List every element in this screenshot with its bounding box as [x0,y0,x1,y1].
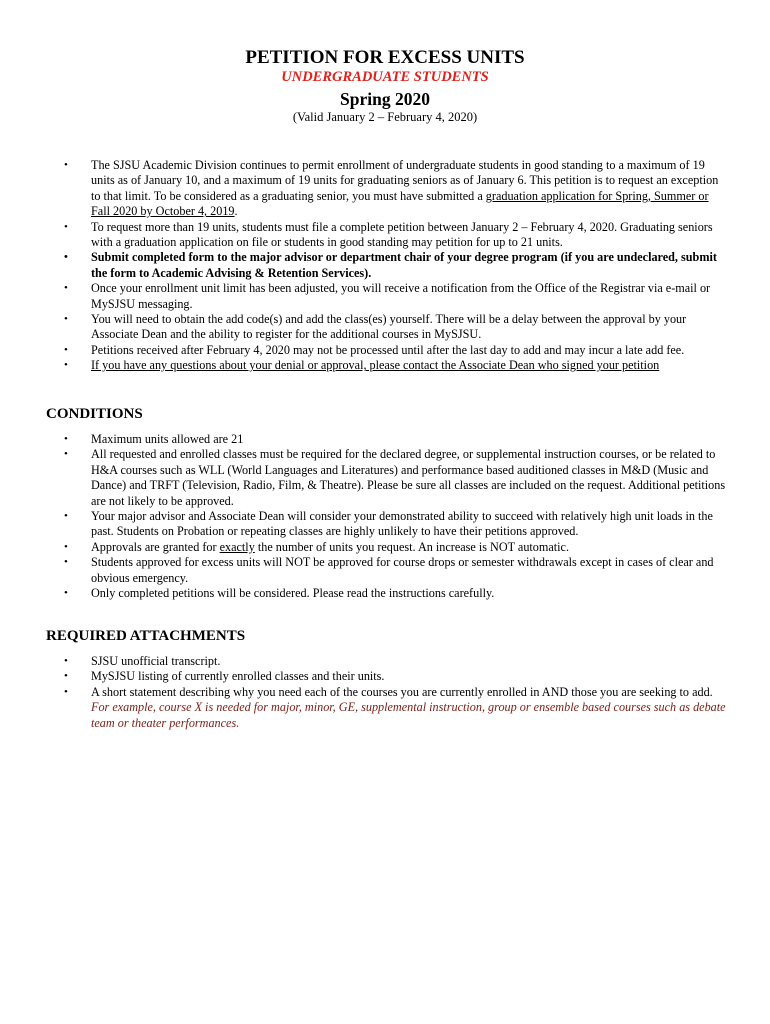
condition-text-1: Maximum units allowed are 21 [91,432,244,446]
bullet-icon: • [64,313,68,326]
bullet-icon: • [64,433,68,445]
intro-text-6: Petitions received after February 4, 2020 may not be processed until after the last day to add and may incur a late add fee. [91,342,685,357]
list-item [0,509,727,540]
list-item [0,555,727,586]
attachments-heading: REQUIRED ATTACHMENTS [46,628,246,644]
list-item [0,447,727,509]
bullet-icon: • [64,540,68,553]
list-item [0,586,727,601]
intro-text-5: You will need to obtain the add code(s) and add the class(es) yourself. There will be a delay between the approval by your Associate Dean and the ability to register for the additional courses in MySJSU. [91,312,687,342]
bullet-icon: • [64,359,68,372]
conditions-heading: CONDITIONS [46,406,143,422]
list-item [0,654,727,669]
graduation-application-link[interactable]: graduation application for Spring, Summer or Fall 2020 by October 4, 2019 [91,188,709,219]
bullet-icon: • [64,685,68,698]
conditions-list [0,432,770,601]
list-item [0,250,727,281]
condition-text-4-emphasis: exactly [219,539,255,554]
list-item [0,312,727,343]
intro-text-1-end: . [234,204,238,219]
intro-text-7: If you have any questions about your denial or approval, please contact the Associate Dean who signed your petition [91,358,660,373]
bullet-icon: • [64,282,68,295]
attachments-list [0,654,770,731]
list-item [0,220,727,251]
list-item [0,281,727,312]
condition-text-6: Only completed petitions will be considered. Please read the instructions carefully. [91,586,495,601]
intro-text-4: Once your enrollment unit limit has been adjusted, you will receive a notification from the Office of the Registrar via e-mail or MySJSU messaging. [91,281,711,311]
bullet-icon: • [64,343,68,356]
intro-text-2: To request more than 19 units, students must file a complete petition between January 2 – February 4, 2020. Graduating seniors with a graduation application on file or students in good standing may petition for up to 21 units. [91,219,713,250]
condition-text-4-post: the number of units you request. An increase is NOT automatic. [254,539,570,554]
page-title: PETITION FOR EXCESS UNITS [245,47,525,68]
list-item [0,432,727,447]
attachment-text-1: SJSU unofficial transcript. [91,654,221,668]
bullet-icon: • [64,251,68,264]
list-item [0,685,727,731]
condition-text-4-pre: Approvals are granted for [91,539,220,554]
condition-text-2: All requested and enrolled classes must be required for the declared degree, or supplemental instruction courses, or be related to H&A courses such as WLL (World Languages and Literatures) and performance based auditioned classes in M&D (Music and Dance) and TRFT (Television, Radio, Film, & Theatre). Please be sure all classes are included on the request. Additional petitions are not likely to be approved. [91,447,726,508]
semester-label: Spring 2020 [340,89,430,109]
list-item [0,343,727,358]
attachment-text-3: A short statement describing why you need each of the courses you are currently enrolled in AND those you are seeking to add. [91,684,713,699]
bullet-icon: • [64,670,68,683]
list-item [0,158,727,220]
list-item [0,669,727,684]
validity-dates: (Valid January 2 – February 4, 2020) [292,110,478,124]
attachment-text-2: MySJSU listing of currently enrolled classes and their units. [91,669,385,684]
intro-text-1: The SJSU Academic Division continues to permit enrollment of undergraduate students in good standing to a maximum of 19 units as of January 10, and a maximum of 19 units for graduating seniors as of January 6. This petition is to request an exception to that limit. To be considered as a graduating senior, you must have submitted a [91,158,719,203]
condition-text-5: Students approved for excess units will NOT be approved for course drops or semester withdrawals except in cases of clear and obvious emergency. [91,555,714,585]
list-item [0,358,727,373]
bullet-icon: • [64,159,68,171]
list-item [0,540,727,555]
page-subtitle: UNDERGRADUATE STUDENTS [281,69,489,85]
bullet-icon: • [64,510,68,523]
bullet-icon: • [64,587,68,600]
condition-text-3: Your major advisor and Associate Dean will consider your demonstrated ability to succeed with relatively high unit loads in the past. Students on Probation or repeating classes are highly unlikely to have their petitions approved. [91,509,713,539]
intro-list [0,158,770,374]
bullet-icon: • [64,448,68,461]
bullet-icon: • [64,655,68,667]
bullet-icon: • [64,556,68,569]
bullet-icon: • [64,220,68,233]
intro-text-3: Submit completed form to the major advisor or department chair of your degree program (if you are undeclared, submit the form to Academic Advising & Retention Services). [91,250,717,280]
attachment-example-text: For example, course X is needed for major, minor, GE, supplemental instruction, group or ensemble based courses such as debate team or theater performances. [91,700,726,730]
